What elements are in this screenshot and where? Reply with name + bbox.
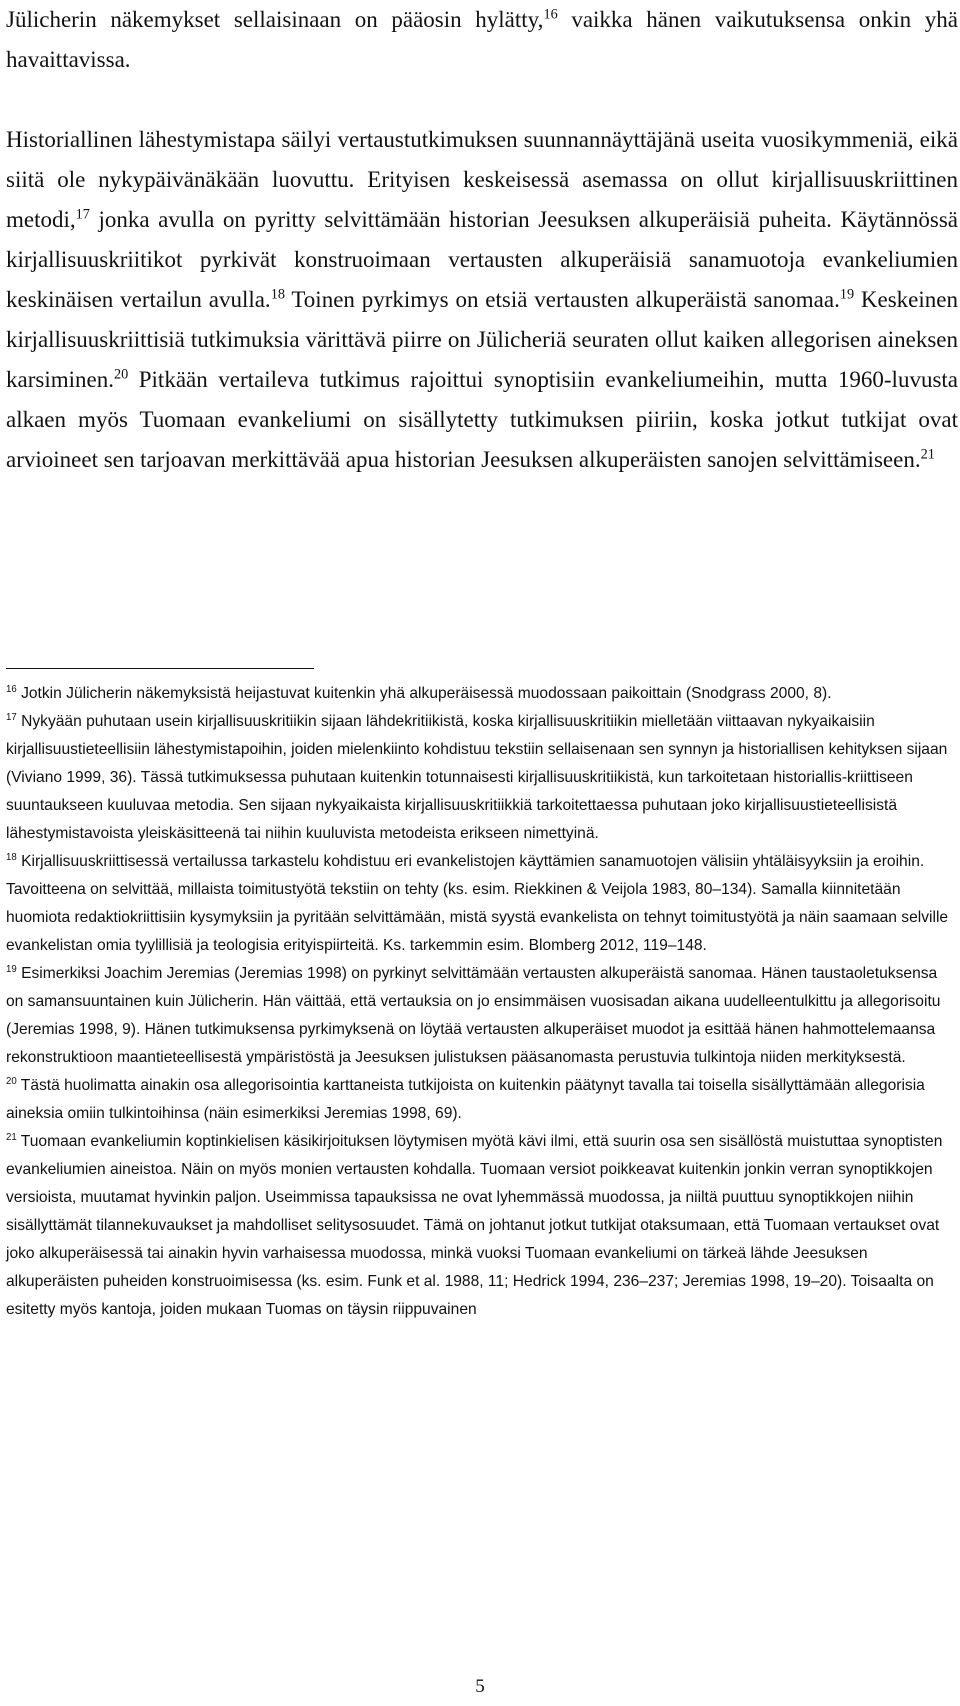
footnote-ref[interactable]: 17: [75, 206, 90, 223]
footnote-ref[interactable]: 18: [270, 286, 285, 303]
footnote: [6, 1128, 958, 1324]
footnote-number: 19: [6, 963, 17, 975]
footnote: [6, 960, 958, 1072]
paragraph: [6, 0, 958, 80]
footnote-number: 18: [6, 851, 17, 863]
footnote: [6, 1072, 958, 1128]
text-segment: Jülicherin näkemykset sellaisinaan on pääosin hylätty,: [6, 7, 544, 32]
footnote-text: Nykyään puhutaan usein kirjallisuuskritiikin sijaan lähdekritiikistä, koska kirjallisuuskritiikin mielletään viittaavan nykyaikaisiin kirjallisuustieteellisiin lähestymistapoihin, joiden mielenkiinto kohdistuu tekstiin sellaisenaan sen synnyn ja historiallisen kehityksen sijaan (Viviano 1999, 36). Tässä tutkimuksessa puhutaan kuitenkin totunnaisesti kirjallisuuskritiikistä, kun tarkoitetaan historiallis-kriittiseen suuntaukseen kuuluvaa metodia. Sen sijaan nykyaikaista kirjallisuuskritiikkiä tarkoitettaessa puhutaan joko kirjallisuustieteellisistä lähestymistavoista yleiskäsitteenä tai niihin kuuluvista metodeista erikseen nimettyinä.: [6, 713, 948, 842]
text-segment: Pitkään vertaileva tutkimus rajoittui synoptisiin evankeliumeihin, mutta 1960-luvusta alkaen myös Tuomaan evankeliumi on sisällytetty tutkimuksen piiriin, koska jotkut tutkijat ovat arvioineet sen tarjoavan merkittävää apua historian Jeesuksen alkuperäisten sanojen selvittämiseen.: [6, 367, 958, 472]
footnote-number: 20: [6, 1075, 17, 1087]
footnote-number: 21: [6, 1131, 17, 1143]
footnote-ref[interactable]: 19: [839, 286, 855, 303]
page-number: 5: [475, 1676, 485, 1697]
footnote-ref[interactable]: 20: [113, 366, 129, 383]
text-segment: Keskeinen kirjallisuuskriittisiä tutkimuksia värittävä piirre on Jülicheriä seuraten ollut kaiken allegorisen aineksen karsiminen.: [6, 287, 958, 392]
footnote: [6, 708, 958, 848]
footnote-ref[interactable]: 21: [920, 446, 935, 463]
footnote: [6, 680, 958, 708]
footnote: [6, 848, 958, 960]
footnote-number: 16: [6, 683, 17, 695]
text-segment: vaikka hänen vaikutuksensa onkin yhä havaittavissa.: [6, 7, 958, 72]
paragraph: [6, 120, 958, 480]
footnote-text: Jotkin Jülicherin näkemyksistä heijastuvat kuitenkin yhä alkuperäisessä muodossaan paikoittain (Snodgrass 2000, 8).: [16, 685, 832, 702]
footnote-text: Kirjallisuuskriittisessä vertailussa tarkastelu kohdistuu eri evankelistojen käyttämien sanamuotojen välisiin yhtäläisyyksiin ja eroihin. Tavoitteena on selvittää, millaista toimitustyötä tekstiin on tehty (ks. esim. Riekkinen & Veijola 1983, 80–134). Samalla kiinnitetään huomiota redaktiokriittisiin kysymyksiin ja pyritään selvittämään, mistä syystä evankelista on tehnyt toimitustyötä ja näin saamaan selville evankelistan omia tyylillisiä ja teologisia erityispiirteitä. Ks. tarkemmin esim. Blomberg 2012, 119–148.: [6, 853, 949, 954]
footnote-text: Tästä huolimatta ainakin osa allegorisointia karttaneista tutkijoista on kuitenkin päätynyt tavalla tai toisella sisällyttämään allegorisia aineksia omiin tulkintoihinsa (näin esimerkiksi Jeremias 1998, 69).: [6, 1077, 925, 1122]
footnotes: [6, 680, 958, 1324]
footnote-separator: [6, 668, 314, 669]
footnote-text: Tuomaan evankeliumin koptinkielisen käsikirjoituksen löytymisen myötä kävi ilmi, että suurin osa sen sisällöstä muistuttaa synoptisten evankeliumien aineistoa. Näin on myös monien vertausten kohdalla. Tuomaan versiot poikkeavat kuitenkin jonkin verran synoptikkojen versioista, muutamat hyvinkin paljon. Useimmissa tapauksissa ne ovat lyhemmässä muodossa, ja niiltä puuttuu synoptikkojen niihin sisällyttämät tilannekuvaukset ja mahdolliset selitysosuudet. Tämä on johtanut jotkut tutkijat otaksumaan, että Tuomaan vertaukset ovat joko alkuperäisessä tai ainakin hyvin varhaisessa muodossa, minkä vuoksi Tuomaan evankeliumi on tärkeä lähde Jeesuksen alkuperäisten puheiden konstruoimisessa (ks. esim. Funk et al. 1988, 11; Hedrick 1994, 236–237; Jeremias 1998, 19–20). Toisaalta on esitetty myös kantoja, joiden mukaan Tuomas on täysin riippuvainen: [6, 1133, 943, 1318]
main-text: [6, 0, 958, 480]
footnote-number: 17: [6, 711, 17, 723]
text-segment: jonka avulla on pyritty selvittämään historian Jeesuksen alkuperäisiä puheita. Käytännössä kirjallisuuskriitikot pyrkivät konstruoimaan vertausten alkuperäisiä sanamuotoja evankeliumien keskinäisen vertailun avulla.: [6, 207, 958, 312]
text-segment: Toinen pyrkimys on etsiä vertausten alkuperäistä sanomaa.: [284, 287, 840, 312]
footnote-ref[interactable]: 16: [543, 6, 558, 23]
text-segment: Historiallinen lähestymistapa säilyi vertaustutkimuksen suunnannäyttäjänä useita vuosikymmeniä, eikä siitä ole nykypäivänäkään luovuttu. Erityisen keskeisessä asemassa on ollut kirjallisuuskriittinen metodi,: [6, 127, 958, 232]
footnote-text: Esimerkiksi Joachim Jeremias (Jeremias 1998) on pyrkinyt selvittämään vertausten alkuperäistä sanomaa. Hänen taustaoletuksensa on samansuuntainen kuin Jülicherin. Hän väittää, että vertauksia on jo ensimmäisen vuosisadan aikana uudelleentulkittu ja allegorisoitu (Jeremias 1998, 9). Hänen tutkimuksensa pyrkimyksenä on löytää vertausten alkuperäiset muodot ja esittää hänen hahmottelemaansa rekonstruktioon maantieteellisestä ympäristöstä ja Jeesuksen julistuksen pääsanomasta perustuvia tulkintoja niiden merkityksestä.: [6, 965, 941, 1066]
